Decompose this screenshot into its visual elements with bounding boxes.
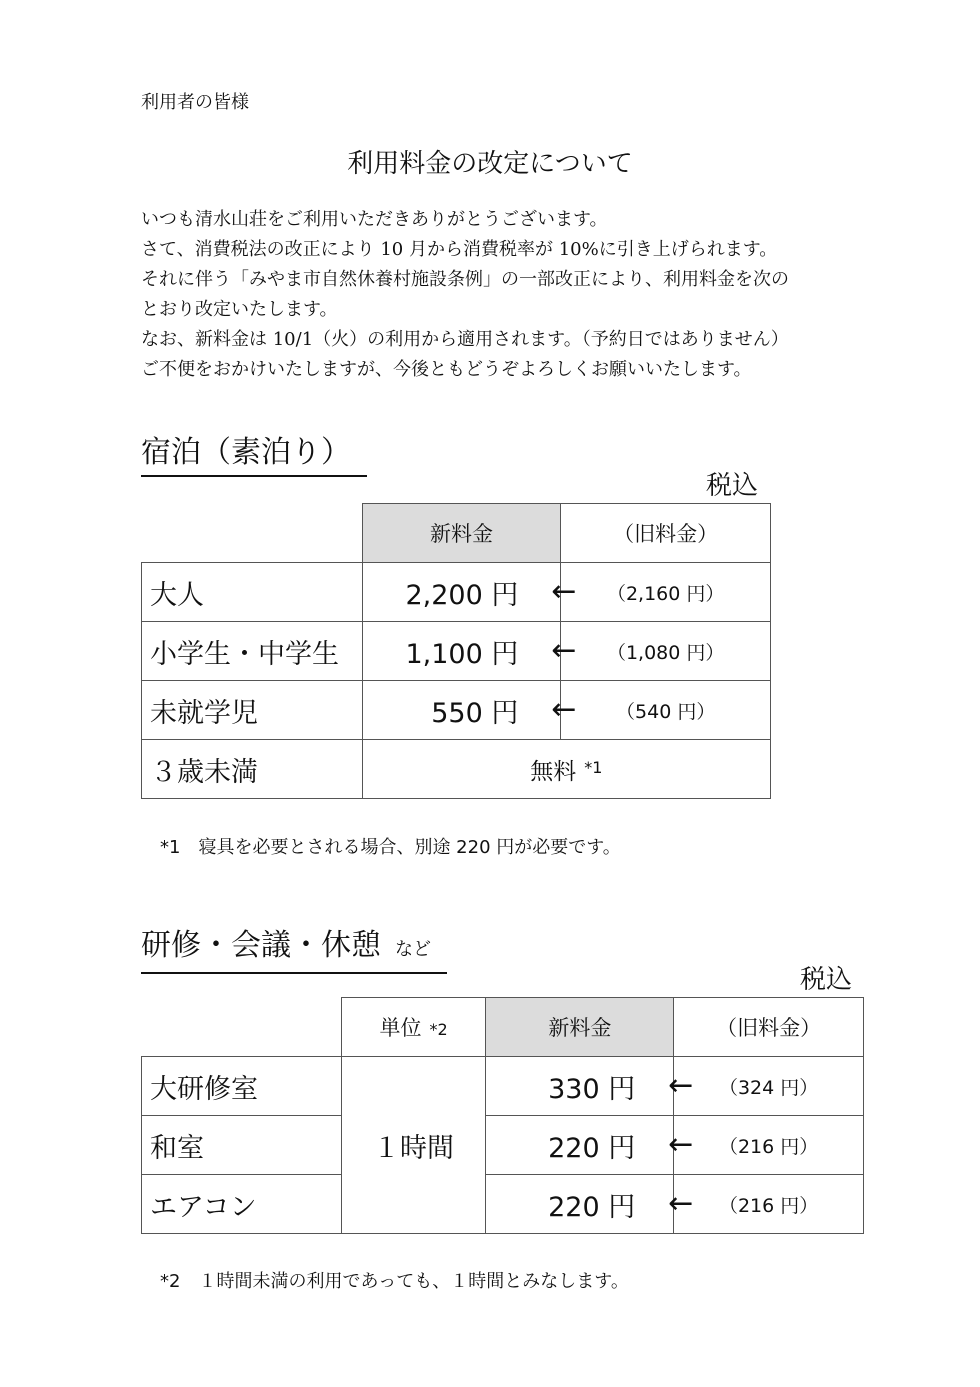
new-fee-cell [362, 622, 577, 681]
lodging-section-title [141, 433, 367, 477]
table-row [142, 1175, 864, 1234]
new-fee-value: 220 円 [548, 1191, 636, 1223]
left-arrow-icon: ← [668, 1068, 694, 1103]
intro-line: とおり改定いたします。 [141, 299, 338, 320]
table-row [142, 622, 771, 681]
lodging-footnote: *1 寝具を必要とされる場合、別途 220 円が必要です。 [160, 837, 621, 858]
row-label: 大研修室 [142, 1057, 342, 1116]
new-fee-value: 2,200 円 [405, 579, 519, 611]
row-label: ３歳未満 [142, 740, 363, 799]
table-corner [142, 998, 342, 1057]
header-new-fee: 新料金 [362, 504, 561, 563]
training-title-suffix: など [395, 939, 431, 960]
old-fee-value: （540 円） [561, 681, 771, 740]
table-row [142, 681, 771, 740]
intro-line: さて、消費税法の改正により 10 月から消費税率が 10%に引き上げられます。 [141, 239, 778, 260]
left-arrow-icon: ← [668, 1186, 694, 1221]
new-fee-cell [362, 563, 577, 622]
table-header-row [142, 504, 771, 563]
left-arrow-icon: ← [551, 633, 577, 668]
left-arrow-icon: ← [551, 574, 577, 609]
new-fee-value: 330 円 [548, 1073, 636, 1105]
table-corner [142, 504, 363, 563]
old-fee-value: （216 円） [674, 1116, 864, 1175]
footnote-mark: *1 [584, 757, 603, 777]
header-new-fee: 新料金 [486, 998, 674, 1057]
lodging-title-text: 宿泊（素泊り） [141, 435, 351, 470]
row-label: 小学生・中学生 [142, 622, 363, 681]
old-fee-value: （2,160 円） [561, 563, 771, 622]
free-fee-value: 無料 [530, 758, 577, 785]
old-fee-value: （1,080 円） [561, 622, 771, 681]
training-title-text: 研修・会議・休憩 [141, 928, 381, 963]
table-row [142, 1116, 864, 1175]
lodging-tax-label: 税込 [706, 471, 759, 501]
free-fee-cell [362, 740, 770, 799]
footnote-mark: *2 [429, 1020, 448, 1039]
training-section-title [141, 926, 447, 974]
row-label: エアコン [142, 1175, 342, 1234]
header-unit-text: 単位 [379, 1016, 422, 1040]
table-row [142, 740, 771, 799]
unit-value: １時間 [341, 1057, 486, 1234]
intro-line: いつも清水山荘をご利用いただきありがとうございます。 [141, 209, 608, 230]
training-footnote: *2 １時間未満の利用であっても、１時間とみなします。 [160, 1271, 629, 1292]
new-fee-cell [486, 1057, 694, 1116]
lodging-fee-table [141, 503, 771, 799]
new-fee-cell [486, 1116, 694, 1175]
header-unit [341, 998, 486, 1057]
row-label: 大人 [142, 563, 363, 622]
table-row [142, 563, 771, 622]
page-title: 利用料金の改定について [347, 149, 633, 179]
new-fee-cell [486, 1175, 694, 1234]
new-fee-value: 1,100 円 [405, 638, 519, 670]
addressee: 利用者の皆様 [141, 92, 249, 113]
row-label: 和室 [142, 1116, 342, 1175]
row-label: 未就学児 [142, 681, 363, 740]
intro-line: それに伴う「みやま市自然休養村施設条例」の一部改正により、利用料金を次の [141, 269, 789, 290]
old-fee-value: （324 円） [674, 1057, 864, 1116]
intro-line: なお、新料金は 10/1（火）の利用から適用されます。（予約日ではありません） [141, 329, 789, 350]
left-arrow-icon: ← [551, 692, 577, 727]
intro-line: ご不便をおかけいたしますが、今後ともどうぞよろしくお願いいたします。 [141, 359, 752, 380]
table-header-row [142, 998, 864, 1057]
old-fee-value: （216 円） [674, 1175, 864, 1234]
header-old-fee: （旧料金） [674, 998, 864, 1057]
new-fee-value: 220 円 [548, 1132, 636, 1164]
left-arrow-icon: ← [668, 1127, 694, 1162]
new-fee-value: 550 円 [431, 697, 519, 729]
header-old-fee: （旧料金） [561, 504, 771, 563]
training-fee-table [141, 997, 864, 1234]
table-row [142, 1057, 864, 1116]
intro-paragraph [141, 205, 861, 385]
new-fee-cell [362, 681, 577, 740]
training-tax-label: 税込 [800, 965, 853, 995]
